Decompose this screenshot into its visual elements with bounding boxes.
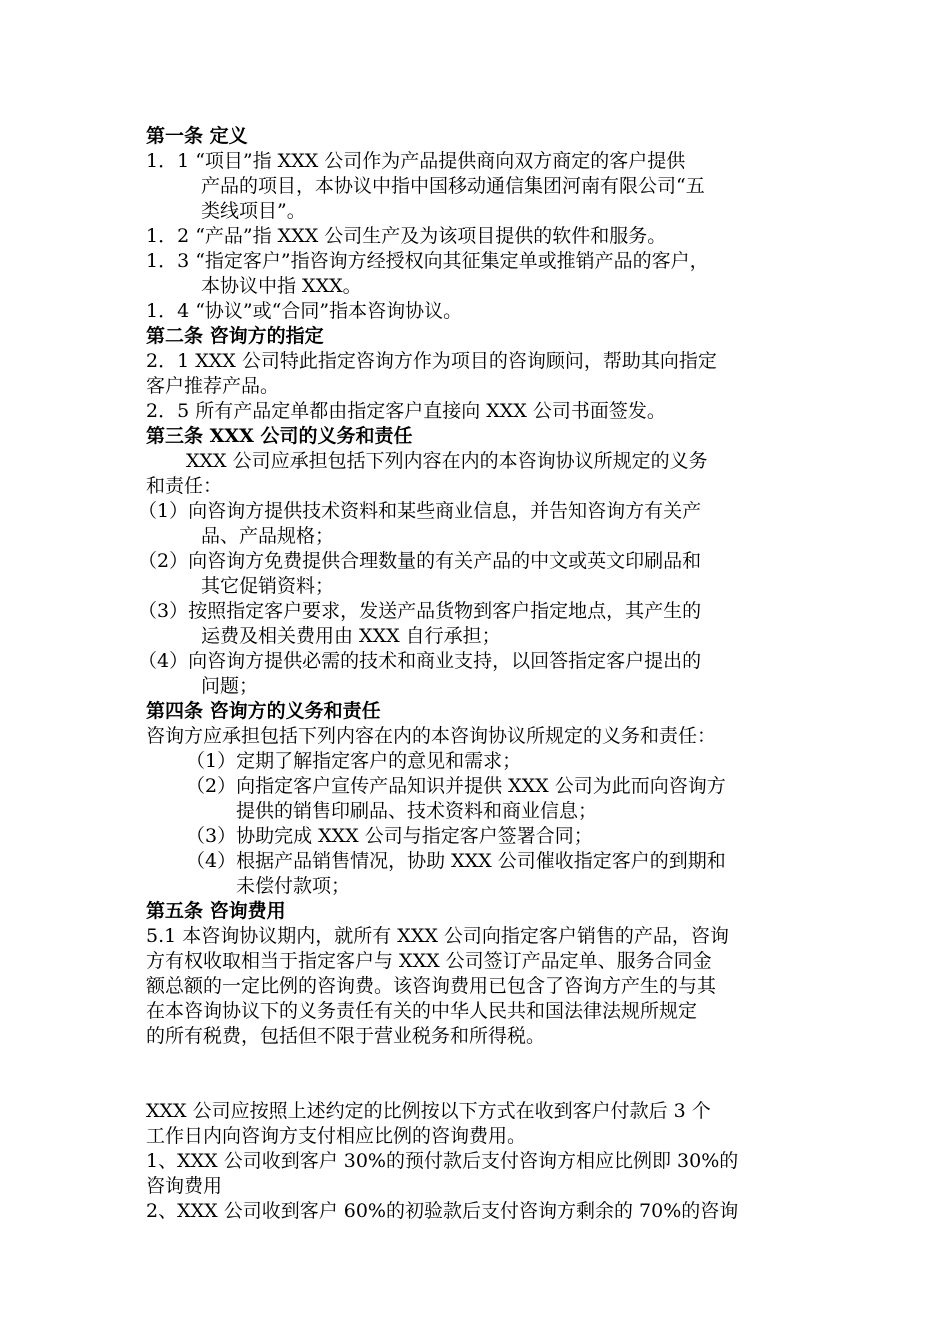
article1-item1-line2: 产品的项目，本协议中指中国移动通信集团河南有限公司“五 [201,175,705,197]
article1-heading: 第一条 定义 [146,125,248,147]
article5-p1-line3: 额总额的一定比例的咨询费。该咨询费用已包含了咨询方产生的与其 [146,975,717,997]
article3-item4-line2: 问题； [201,675,259,697]
article3-item1-line2: 品、产品规格； [201,525,335,547]
article1-item3-line2: 本协议中指 XXX。 [201,275,362,297]
article3-item2-line1: （2）向咨询方免费提供合理数量的有关产品的中文或英文印刷品和 [138,550,702,572]
article3-item2-line2: 其它促销资料； [201,575,335,597]
article3-item4-line1: （4）向咨询方提供必需的技术和商业支持，以回答指定客户提出的 [138,650,702,672]
article4-item2-line2: 提供的销售印刷品、技术资料和商业信息； [236,800,598,822]
article1-item1-line1: 1．1 “项目”指 XXX 公司作为产品提供商向双方商定的客户提供 [146,150,686,172]
article2-p2: 2．5 所有产品定单都由指定客户直接向 XXX 公司书面签发。 [146,400,666,422]
article5-p2-line2: 工作日内向咨询方支付相应比例的咨询费用。 [146,1125,527,1147]
article4-item3: （3）协助完成 XXX 公司与指定客户签署合同； [186,825,593,847]
article5-p1-line1: 5.1 本咨询协议期内，就所有 XXX 公司向指定客户销售的产品，咨询 [146,925,729,947]
article4-item4-line1: （4）根据产品销售情况，协助 XXX 公司催收指定客户的到期和 [186,850,726,872]
article4-intro: 咨询方应承担包括下列内容在内的本咨询协议所规定的义务和责任： [146,725,717,747]
article3-heading: 第三条 XXX 公司的义务和责任 [146,425,413,447]
article3-intro-line1: XXX 公司应承担包括下列内容在内的本咨询协议所规定的义务 [186,450,708,472]
article5-p3-line2: 咨询费用 [146,1175,223,1197]
article5-p1-line4: 在本咨询协议下的义务责任有关的中华人民共和国法律法规所规定 [146,1000,698,1022]
article2-p1-line1: 2．1 XXX 公司特此指定咨询方作为项目的咨询顾问，帮助其向指定 [146,350,717,372]
article4-heading: 第四条 咨询方的义务和责任 [146,700,381,722]
article2-p1-line2: 客户推荐产品。 [146,375,280,397]
article5-p2-line1: XXX 公司应按照上述约定的比例按以下方式在收到客户付款后 3 个 [146,1100,711,1122]
article3-item3-line2: 运费及相关费用由 XXX 自行承担； [201,625,501,647]
article3-item1-line1: （1）向咨询方提供技术资料和某些商业信息，并告知咨询方有关产 [138,500,702,522]
article1-item1-line3: 类线项目”。 [201,200,306,222]
article4-item2-line1: （2）向指定客户宣传产品知识并提供 XXX 公司为此而向咨询方 [186,775,726,797]
article5-p1-line2: 方有权收取相当于指定客户与 XXX 公司签订产品定单、服务合同金 [146,950,712,972]
article4-item4-line2: 未偿付款项； [236,875,351,897]
article5-heading: 第五条 咨询费用 [146,900,286,922]
article1-item4: 1．4 “协议”或“合同”指本咨询协议。 [146,300,463,322]
article4-item1: （1）定期了解指定客户的意见和需求； [186,750,522,772]
article3-intro-line2: 和责任： [146,475,223,497]
article2-heading: 第二条 咨询方的指定 [146,325,324,347]
article5-p1-line5: 的所有税费，包括但不限于营业税务和所得税。 [146,1025,546,1047]
article5-p4-line1: 2、XXX 公司收到客户 60%的初验款后支付咨询方剩余的 70%的咨询 [146,1200,739,1222]
article1-item2: 1．2 “产品”指 XXX 公司生产及为该项目提供的软件和服务。 [146,225,667,247]
article1-item3-line1: 1．3 “指定客户”指咨询方经授权向其征集定单或推销产品的客户， [146,250,709,272]
article3-item3-line1: （3）按照指定客户要求，发送产品货物到客户指定地点，其产生的 [138,600,702,622]
article5-p3-line1: 1、XXX 公司收到客户 30%的预付款后支付咨询方相应比例即 30%的 [146,1150,739,1172]
